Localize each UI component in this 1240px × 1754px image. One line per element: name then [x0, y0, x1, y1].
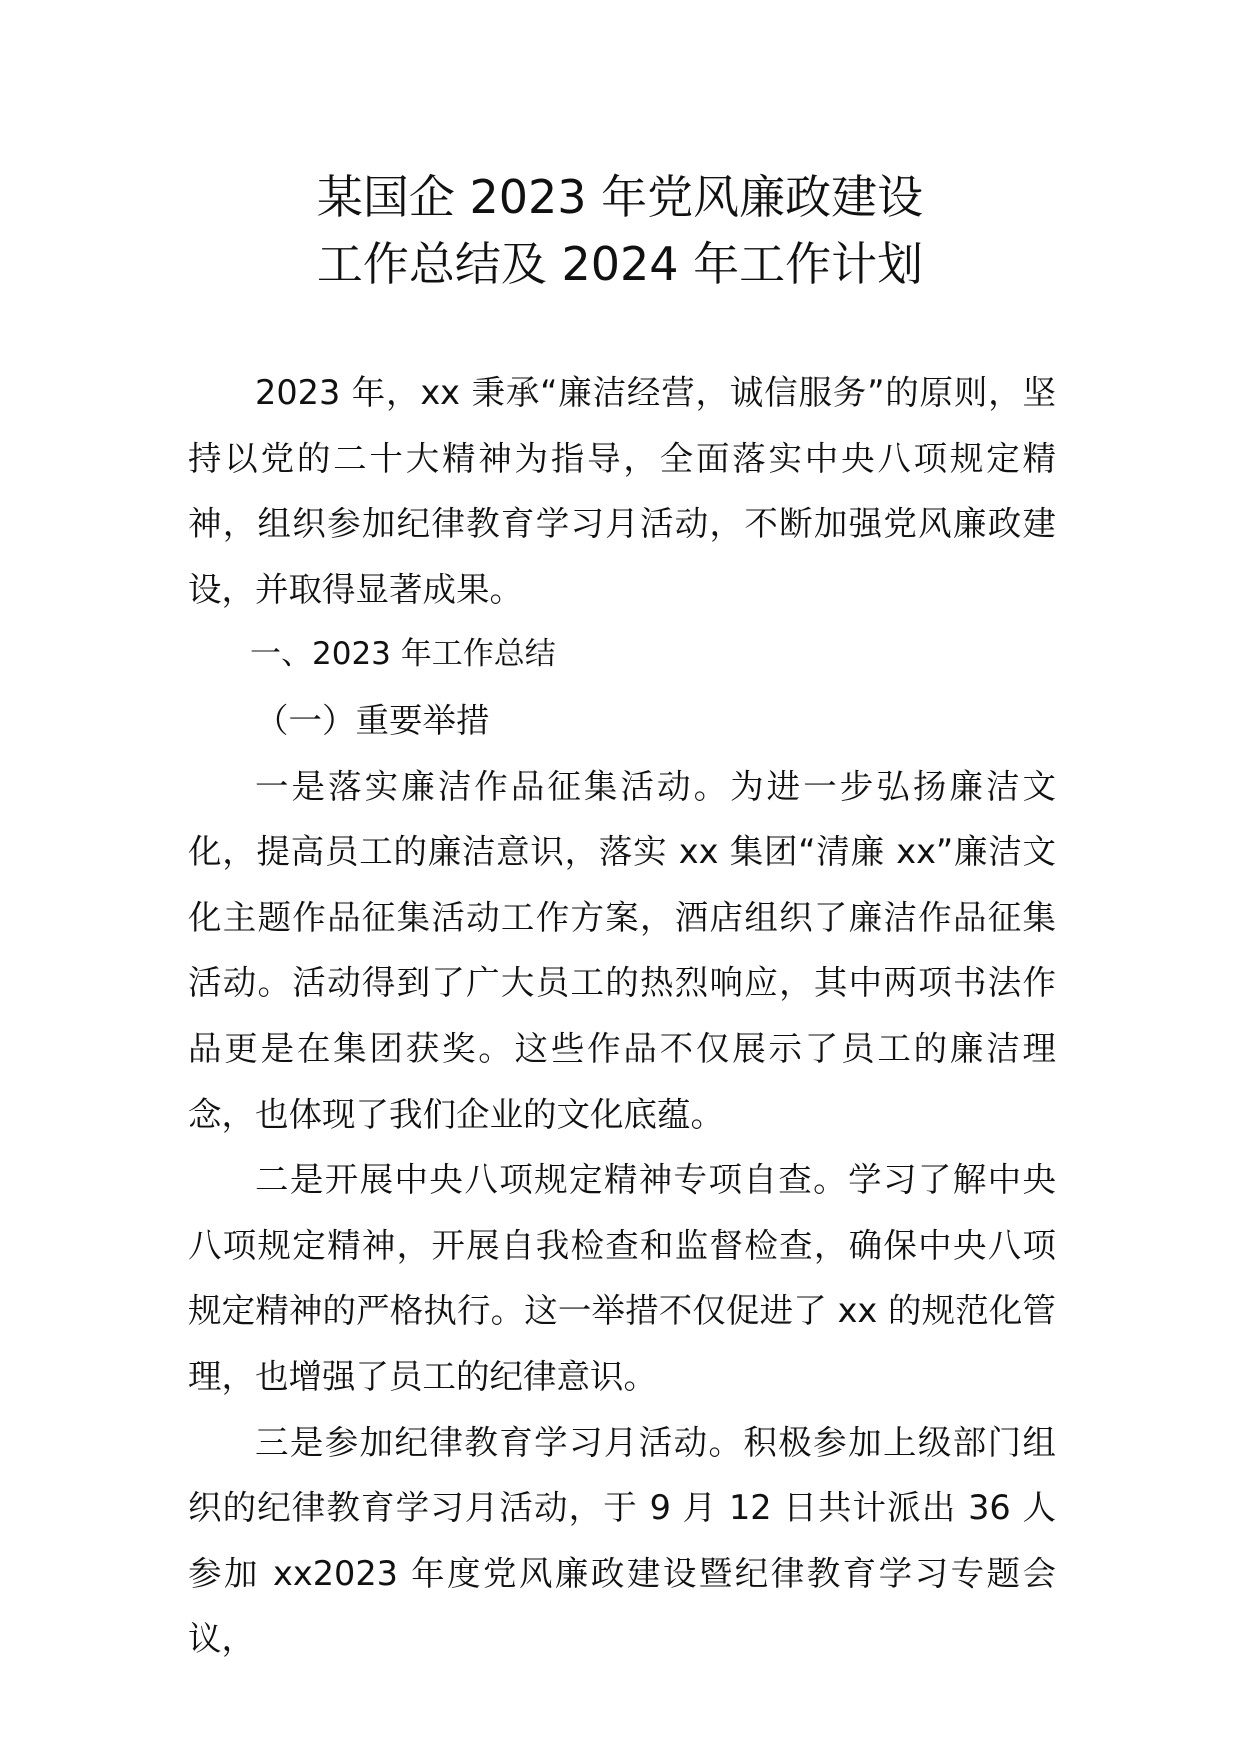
section-heading: 一、2023 年工作总结 [250, 636, 556, 673]
document-body [188, 360, 1056, 1672]
measure-paragraph-1: 一是落实廉洁作品征集活动。为进一步弘扬廉洁文化，提高员工的廉洁意识，落实 xx 集团“清廉 xx”廉洁文化主题作品征集活动工作方案，酒店组织了廉洁作品征集活动。活动得到了广大员工的热烈响应，其中两项书法作品更是在集团获奖。这些作品不仅展示了员工的廉洁理念，也体现了我们企业的文化底蕴。 [188, 766, 1056, 1134]
intro-paragraph: 2023 年，xx 秉承“廉洁经营，诚信服务”的原则，坚持以党的二十大精神为指导，全面落实中央八项规定精神，组织参加纪律教育学习月活动，不断加强党风廉政建设，并取得显著成果。 [188, 373, 1056, 609]
subsection-heading: （一）重要举措 [255, 700, 490, 740]
title-line-2: 工作总结及 2024 年工作计划 [316, 237, 924, 291]
document-title [0, 164, 1240, 298]
measure-paragraph-3: 三是参加纪律教育学习月活动。积极参加上级部门组织的纪律教育学习月活动，于 9 月 12 日共计派出 36 人参加 xx2023 年度党风廉政建设暨纪律教育学习专题会议， [188, 1422, 1056, 1659]
measure-paragraph-2: 二是开展中央八项规定精神专项自查。学习了解中央八项规定精神，开展自我检查和监督检查，确保中央八项规定精神的严格执行。这一举措不仅促进了 xx 的规范化管理，也增强了员工的纪律意识。 [188, 1160, 1056, 1396]
title-line-1: 某国企 2023 年党风廉政建设 [316, 170, 924, 224]
